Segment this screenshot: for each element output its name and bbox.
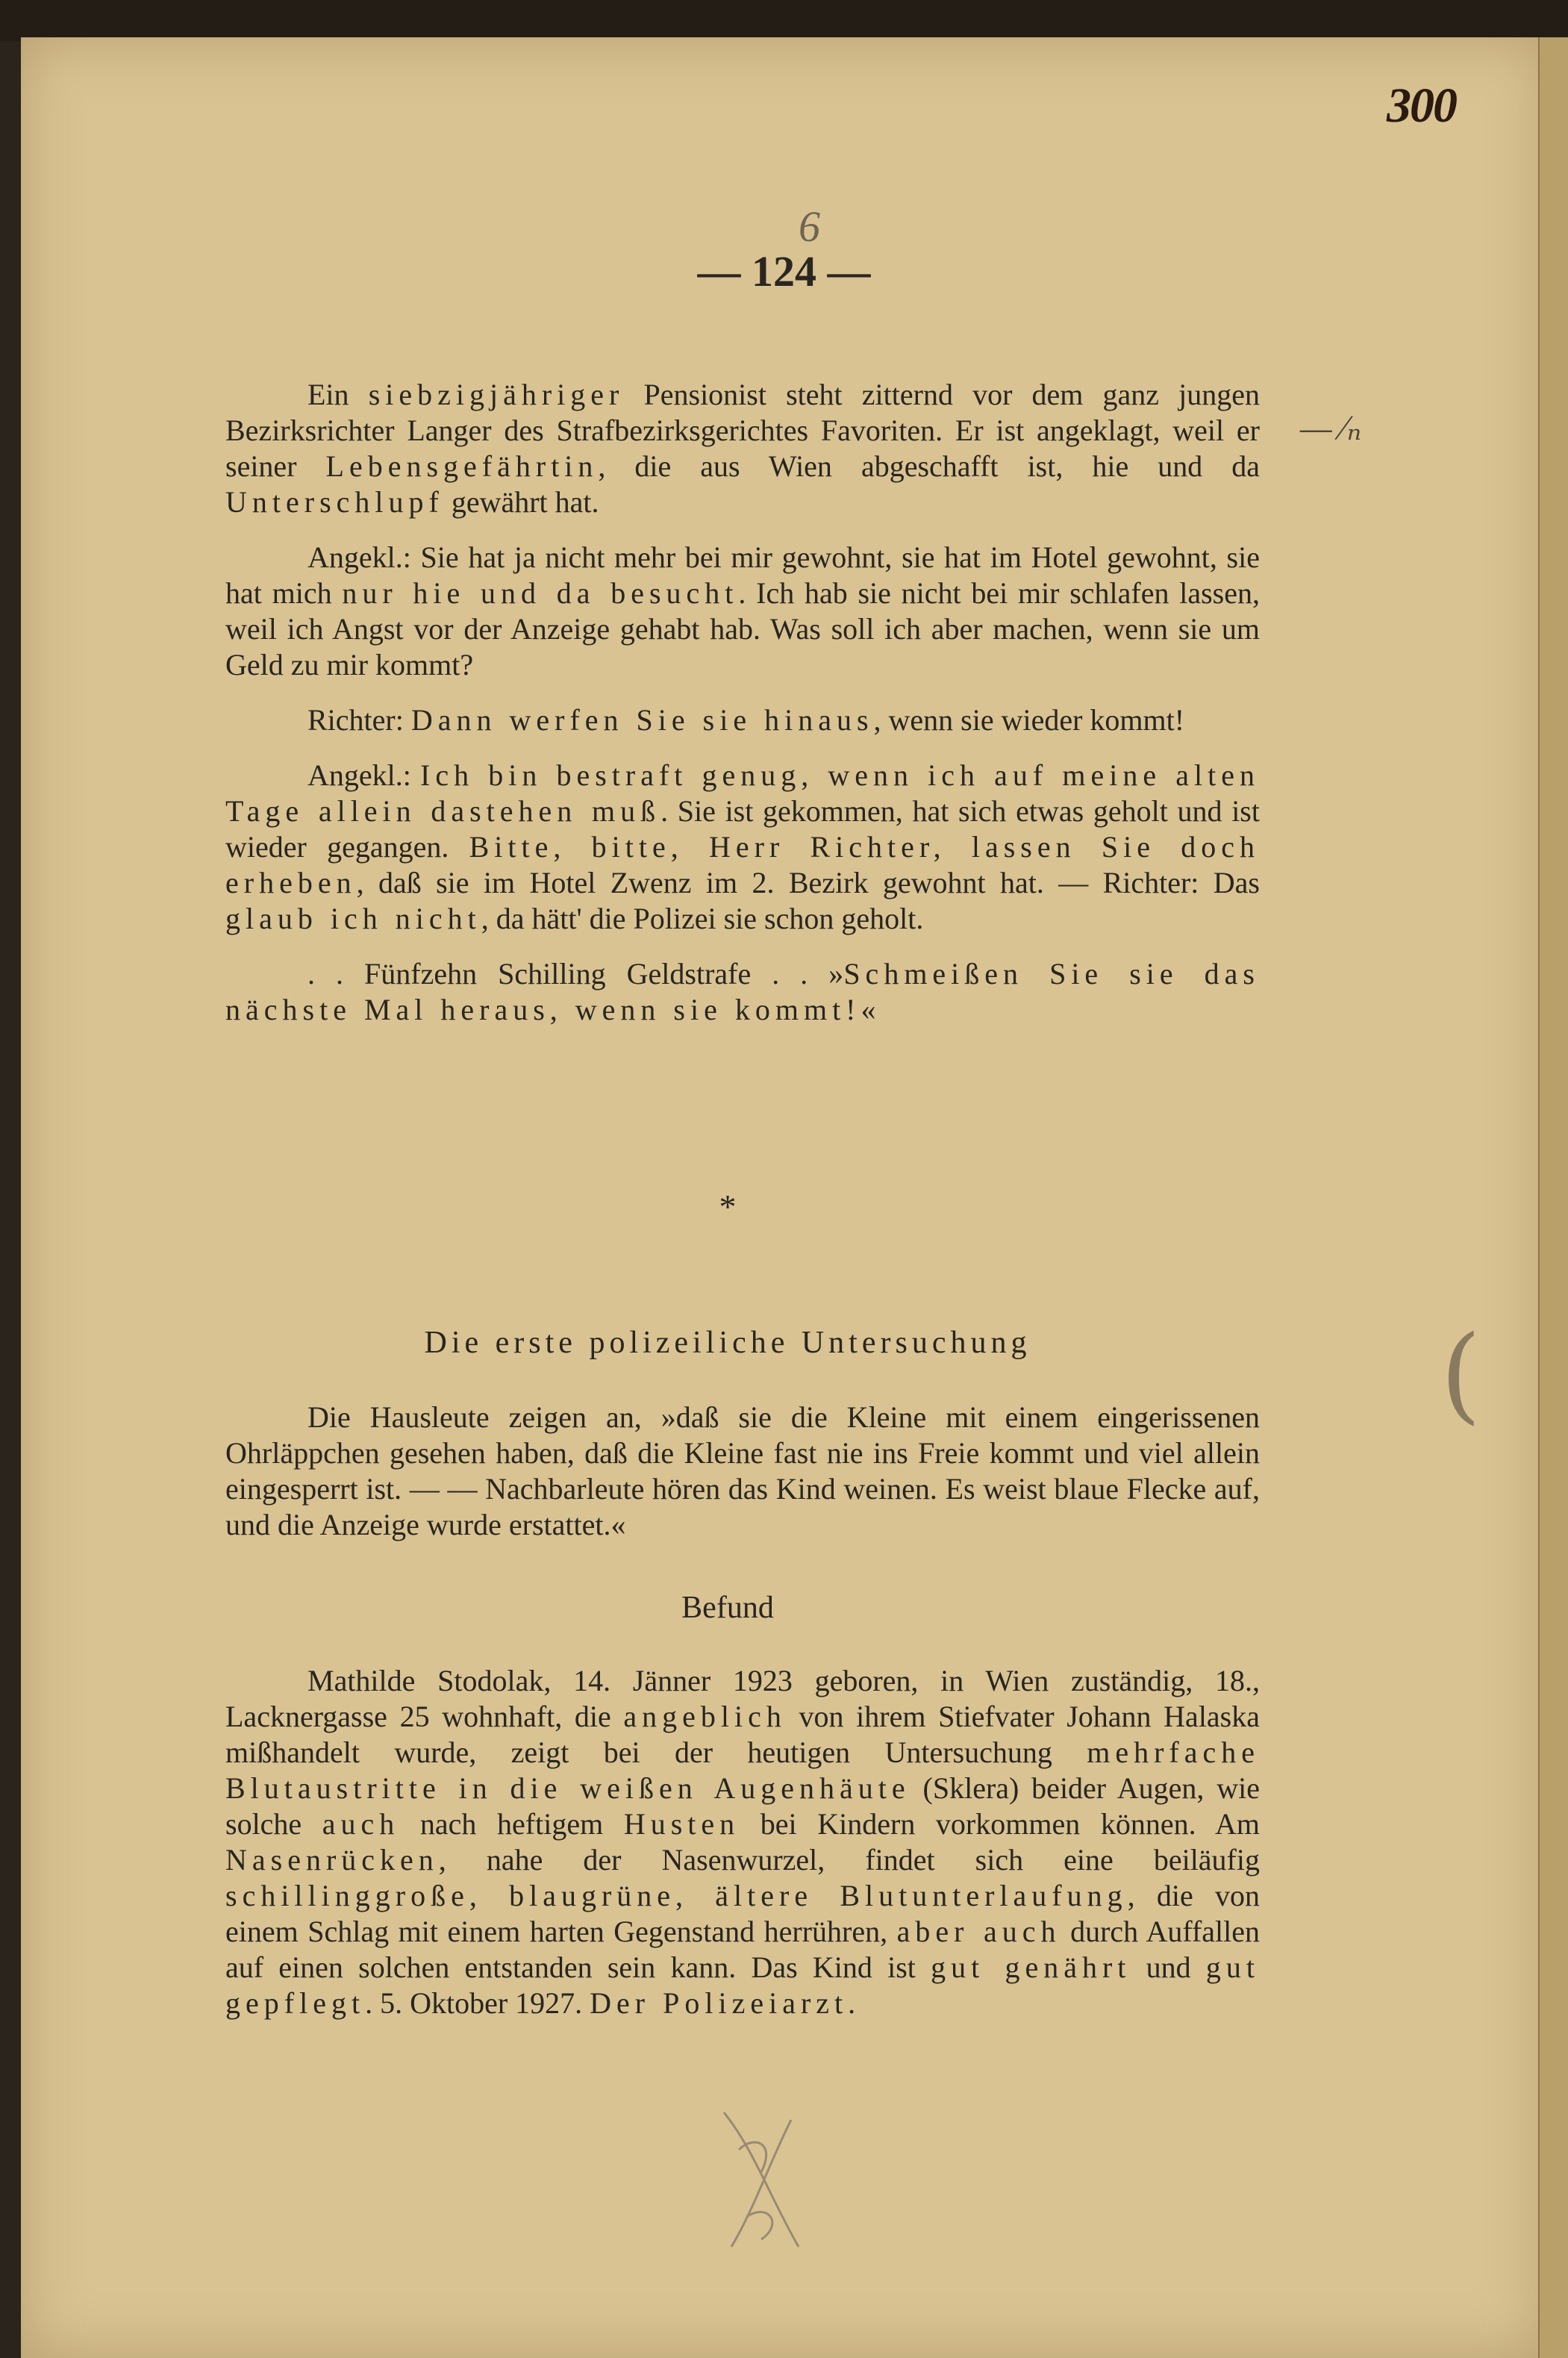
section-subheading: Befund: [681, 1591, 774, 1625]
pencil-scribble: [709, 2105, 813, 2254]
paragraph-judge-1: Richter: Dann werfen Sie sie hinaus, wenn sie wieder kommt!: [307, 703, 1185, 737]
court-report-section: [225, 377, 1260, 1047]
scan-top-border: [0, 0, 1568, 41]
paragraph-report: Die Hausleute zeigen an, »daß sie die Kleine mit einem eingerissenen Ohrläppchen gesehen haben, daß die Kleine fast nie ins Freie kommt und viel allein eingesperrt ist. — — Nachbarleute hören das Kind weinen. Es weist blaue Flecke auf, und die Anzeige wurde erstattet.«: [225, 1400, 1260, 1541]
police-report-section: [225, 1400, 1260, 1562]
paragraph-defendant-1: Angekl.: Sie hat ja nicht mehr bei mir gewohnt, sie hat im Hotel gewohnt, sie hat mich nur hie und da besucht. Ich hab sie nicht bei mir schlafen lassen, weil ich Angst vor der Anzeige gehabt hab. Was soll ich aber machen, wenn sie um Geld zu mir kommt?: [225, 540, 1260, 681]
margin-annotation: — ⁄ₙ: [1300, 408, 1362, 448]
margin-bracket-mark: (: [1440, 1314, 1481, 1435]
findings-section: [225, 1663, 1260, 2041]
page-number: — 124 —: [697, 247, 871, 296]
paragraph-verdict: . . Fünfzehn Schilling Geldstrafe . . »Schmeißen Sie sie das nächste Mal heraus, wenn sie kommt!«: [225, 957, 1260, 1026]
paragraph-defendant-2: Angekl.: Ich bin bestraft genug, wenn ich auf meine alten Tage allein dastehen muß. Sie ist gekommen, hat sich etwas geholt und ist wieder gegangen. Bitte, bitte, Herr Richter, lassen Sie doch erheben, daß sie im Hotel Zwenz im 2. Bezirk gewohnt hat. — Richter: Das glaub ich nicht, da hätt' die Polizei sie schon geholt.: [225, 758, 1260, 935]
page-edge: [1538, 37, 1568, 2358]
pencil-annotation: 6: [799, 202, 820, 251]
handwritten-folio-number: 300: [1387, 78, 1456, 133]
section-heading: Die erste polizeiliche Untersuchung: [424, 1326, 1031, 1360]
section-separator: *: [719, 1188, 737, 1226]
paragraph-intro: Ein siebzigjähriger Pensionist steht zitternd vor dem ganz jungen Bezirksrichter Langer des Strafbezirksgerichtes Favoriten. Er ist angeklagt, weil er seiner Lebensgefährtin, die aus Wien abgeschafft ist, hie und da Unterschlupf gewährt hat.: [225, 378, 1261, 519]
paragraph-findings: Mathilde Stodolak, 14. Jänner 1923 geboren, in Wien zuständig, 18., Lacknergasse 25 wohnhaft, die angeblich von ihrem Stiefvater Johann Halaska mißhandelt wurde, zeigt bei der heutigen Untersuchung mehrfache Blutaustritte in die weißen Augenhäute (Sklera) beider Augen, wie solche auch nach heftigem Husten bei Kindern vorkommen können. Am Nasenrücken, nahe der Nasenwurzel, findet sich eine beiläufig schillinggroße, blaugrüne, ältere Blutunterlaufung, die von einem Schlag mit einem harten Gegenstand herrühren, aber auch durch Auffallen auf einen solchen entstanden sein kann. Das Kind ist gut genährt und gut gepflegt. 5. Oktober 1927. Der Polizeiarzt.: [225, 1664, 1261, 2020]
